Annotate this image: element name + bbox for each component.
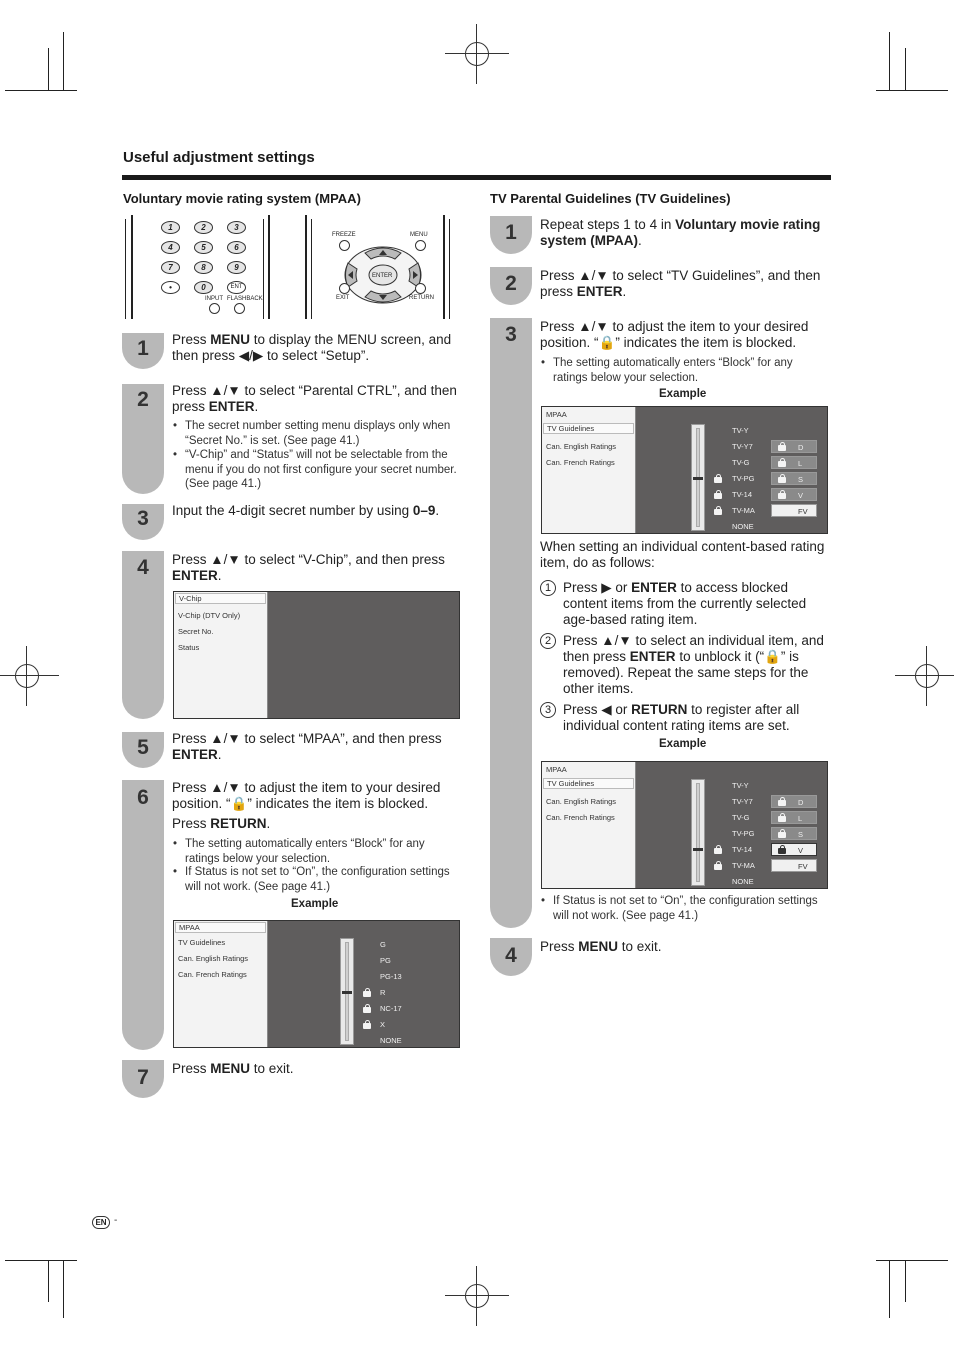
content-item-s[interactable]: S [771,827,817,840]
rating-label: NONE [732,522,754,531]
rating-label: TV-G [732,813,750,822]
slider-thumb[interactable] [693,477,703,480]
title-rule [122,175,831,180]
exit-label: EXIT [336,295,350,301]
remote-dpad-illustration [303,215,451,320]
registration-mark [455,32,499,76]
lock-icon [778,442,786,451]
content-item-v[interactable]: V [771,843,817,856]
key-dot: • [161,281,180,294]
language-badge: EN [92,1216,110,1229]
rating-label: TV-G [732,458,750,467]
page-dash: - [114,1215,118,1226]
key-2: 2 [194,221,213,234]
crop-mark [876,1260,948,1261]
remote-keypad-illustration [123,215,271,320]
step-5-text: Press ▲/▼ to select “MPAA”, and then press ENTER. [172,731,442,762]
lock-icon [714,490,722,499]
crop-mark [889,1260,890,1318]
lock-icon [778,797,786,806]
freeze-label: FREEZE [332,232,356,238]
rating-label: NONE [380,1036,402,1045]
step-2-note: • The secret number setting menu displays only when “Secret No.” is set. (See page 41.) [172,419,462,448]
step-2-note: • “V-Chip” and “Status” will not be selectable from the menu if you do not first configure your secret number. (See page 41.) [172,448,462,492]
lock-icon [778,490,786,499]
key-ent: ENT [227,281,246,294]
step-number: 5 [137,736,149,759]
menu-item[interactable]: MPAA [546,765,567,774]
mpaa-rating-screen [173,920,460,1048]
menu-item[interactable]: TV Guidelines [543,423,634,434]
menu-item[interactable]: Can. English Ratings [546,442,617,451]
r-step-2-text: Press ▲/▼ to select “TV Guidelines”, and then press ENTER. [540,268,821,299]
menu-item[interactable]: MPAA [175,922,266,933]
rating-label: TV-MA [732,506,755,515]
rating-label: TV-Y [732,781,749,790]
rating-label: TV-PG [732,474,755,483]
crop-mark [48,48,49,90]
rating-slider[interactable] [691,424,705,531]
key-9: 9 [227,261,246,274]
key-0: 0 [194,281,213,294]
lock-icon [778,458,786,467]
step-7-text: Press MENU to exit. [172,1061,294,1076]
tv-guidelines-screen-2 [541,761,828,889]
key-3: 3 [227,221,246,234]
step-number: 3 [505,323,517,346]
enter-label: ENTER [372,273,393,279]
content-item-fv[interactable]: FV [771,859,817,872]
rating-label: TV-Y [732,426,749,435]
input-label: INPUT [205,296,223,302]
menu-item[interactable]: Can. French Ratings [546,458,615,467]
crop-mark [905,48,906,90]
key-7: 7 [161,261,180,274]
lock-icon [714,506,722,515]
step-number: 4 [137,556,149,579]
exit-button-icon [339,283,350,294]
content-item-d[interactable]: D [771,795,817,808]
slider-thumb[interactable] [342,991,352,994]
lock-icon [714,474,722,483]
rating-label: TV-14 [732,490,753,499]
example-label: Example [659,738,707,750]
r-step-1-text: Repeat steps 1 to 4 in Voluntary movie rating system (MPAA). [540,217,821,248]
lock-icon [778,813,786,822]
menu-item[interactable]: Can. English Ratings [546,797,617,806]
r-step-3-text: Press ▲/▼ to adjust the item to your desired position. “🔒” indicates the item is blocked. [540,319,809,350]
menu-item[interactable]: Status [178,643,200,652]
lock-icon [778,474,786,483]
rating-label: PG [380,956,391,965]
menu-item[interactable]: V-Chip [175,593,266,604]
flashback-label: FLASHBACK [227,296,263,302]
menu-item[interactable]: TV Guidelines [543,778,634,789]
slider-thumb[interactable] [693,848,703,851]
rating-label: PG-13 [380,972,402,981]
step-number: 3 [137,507,149,530]
lock-icon [363,1020,371,1029]
menu-item[interactable]: Can. French Ratings [178,970,247,979]
tv-guidelines-screen [541,406,828,534]
menu-item[interactable]: Can. English Ratings [178,954,249,963]
content-item-l[interactable]: L [771,811,817,824]
section-title: Useful adjustment settings [123,149,315,166]
menu-item[interactable]: MPAA [546,410,567,419]
return-button-icon [415,283,426,294]
crop-mark [5,90,77,91]
step-1-text: Press MENU to display the MENU screen, and then press ◀/▶ to select “Setup”. [172,332,452,363]
menu-item[interactable]: V-Chip (DTV Only) [178,611,241,620]
content-item-d[interactable]: D [771,440,817,453]
crop-mark [905,1260,906,1302]
content-item-l[interactable]: L [771,456,817,469]
lock-icon [363,1004,371,1013]
r-step-4-text: Press MENU to exit. [540,939,662,954]
step-number: 4 [505,944,517,967]
individual-intro: When setting an individual content-based rating item, do as follows: [540,539,825,570]
step-number: 1 [505,221,517,244]
menu-item[interactable]: TV Guidelines [178,938,226,947]
content-item-v[interactable]: V [771,488,817,501]
rating-label: TV-MA [732,861,755,870]
step-number: 2 [137,388,149,411]
lock-icon [778,829,786,838]
rating-label: R [380,988,386,997]
step-4-text: Press ▲/▼ to select “V-Chip”, and then press ENTER. [172,552,445,583]
key-6: 6 [227,241,246,254]
step-number: 1 [137,337,149,360]
flashback-button-icon [234,303,245,314]
sub-step-2: 2 Press ▲/▼ to select an individual item, and then press ENTER to unblock it (“🔒” is removed). Repeat the same steps for the other items. [540,633,835,697]
lock-icon [714,861,722,870]
content-item-s[interactable]: S [771,472,817,485]
step-number: 2 [505,272,517,295]
lock-icon [714,845,722,854]
step-bar-r3 [490,318,532,928]
return-label: RETURN [409,295,434,301]
crop-mark [63,32,64,90]
rating-label: X [380,1020,386,1029]
step-6-text: Press ▲/▼ to adjust the item to your desired position. “🔒” indicates the item is blocked. [172,780,441,811]
lock-icon [778,845,786,854]
step-number: 7 [137,1066,149,1089]
rating-label: NONE [732,877,754,886]
registration-mark [5,654,49,698]
example-label: Example [659,388,707,400]
key-5: 5 [194,241,213,254]
rating-label: TV-14 [732,845,753,854]
rating-label: TV-Y7 [732,442,753,451]
step-6-note: • If Status is not set to “On”, the configuration settings will not work. (See page 41.) [172,865,462,894]
menu-label: MENU [410,232,428,238]
step-number: 6 [137,786,149,809]
step-3-text: Input the 4-digit secret number by using 0–9. [172,503,440,518]
crop-mark [889,32,890,90]
rating-label: NC-17 [380,1004,402,1013]
rating-slider[interactable] [340,938,354,1045]
key-4: 4 [161,241,180,254]
input-button-icon [209,303,220,314]
mpaa-subtitle: Voluntary movie rating system (MPAA) [123,191,361,206]
rating-label: TV-PG [732,829,755,838]
key-1: 1 [161,221,180,234]
crop-mark [5,1260,77,1261]
lock-icon [363,988,371,997]
step-bar-6 [122,780,164,1050]
rating-label: G [380,940,386,949]
rating-slider[interactable] [691,779,705,886]
sub-step-3: 3 Press ◀ or RETURN to register after all individual content rating items are set. [540,702,835,734]
rating-label: TV-Y7 [732,797,753,806]
example-label: Example [291,898,339,910]
step-2-text: Press ▲/▼ to select “Parental CTRL”, and then press ENTER. [172,383,457,414]
step-6-note: • The setting automatically enters “Block” for any ratings below your selection. [172,837,462,866]
menu-item[interactable]: Can. French Ratings [546,813,615,822]
r-step-3-note: • The setting automatically enters “Block” for any ratings below your selection. [540,356,825,385]
vchip-menu-screen [173,591,460,719]
r-step-3-note-2: • If Status is not set to “On”, the configuration settings will not work. (See page 41.) [540,894,825,923]
crop-mark [876,90,948,91]
key-8: 8 [194,261,213,274]
tv-guidelines-subtitle: TV Parental Guidelines (TV Guidelines) [490,191,731,206]
crop-mark [48,1260,49,1302]
registration-mark [905,654,949,698]
sub-step-1: 1 Press ▶ or ENTER to access blocked content items from the currently selected age-based rating item. [540,580,835,628]
step-6-return-text: Press RETURN. [172,816,271,831]
menu-item[interactable]: Secret No. [178,627,214,636]
registration-mark [455,1274,499,1318]
crop-mark [63,1260,64,1318]
content-item-fv[interactable]: FV [771,504,817,517]
